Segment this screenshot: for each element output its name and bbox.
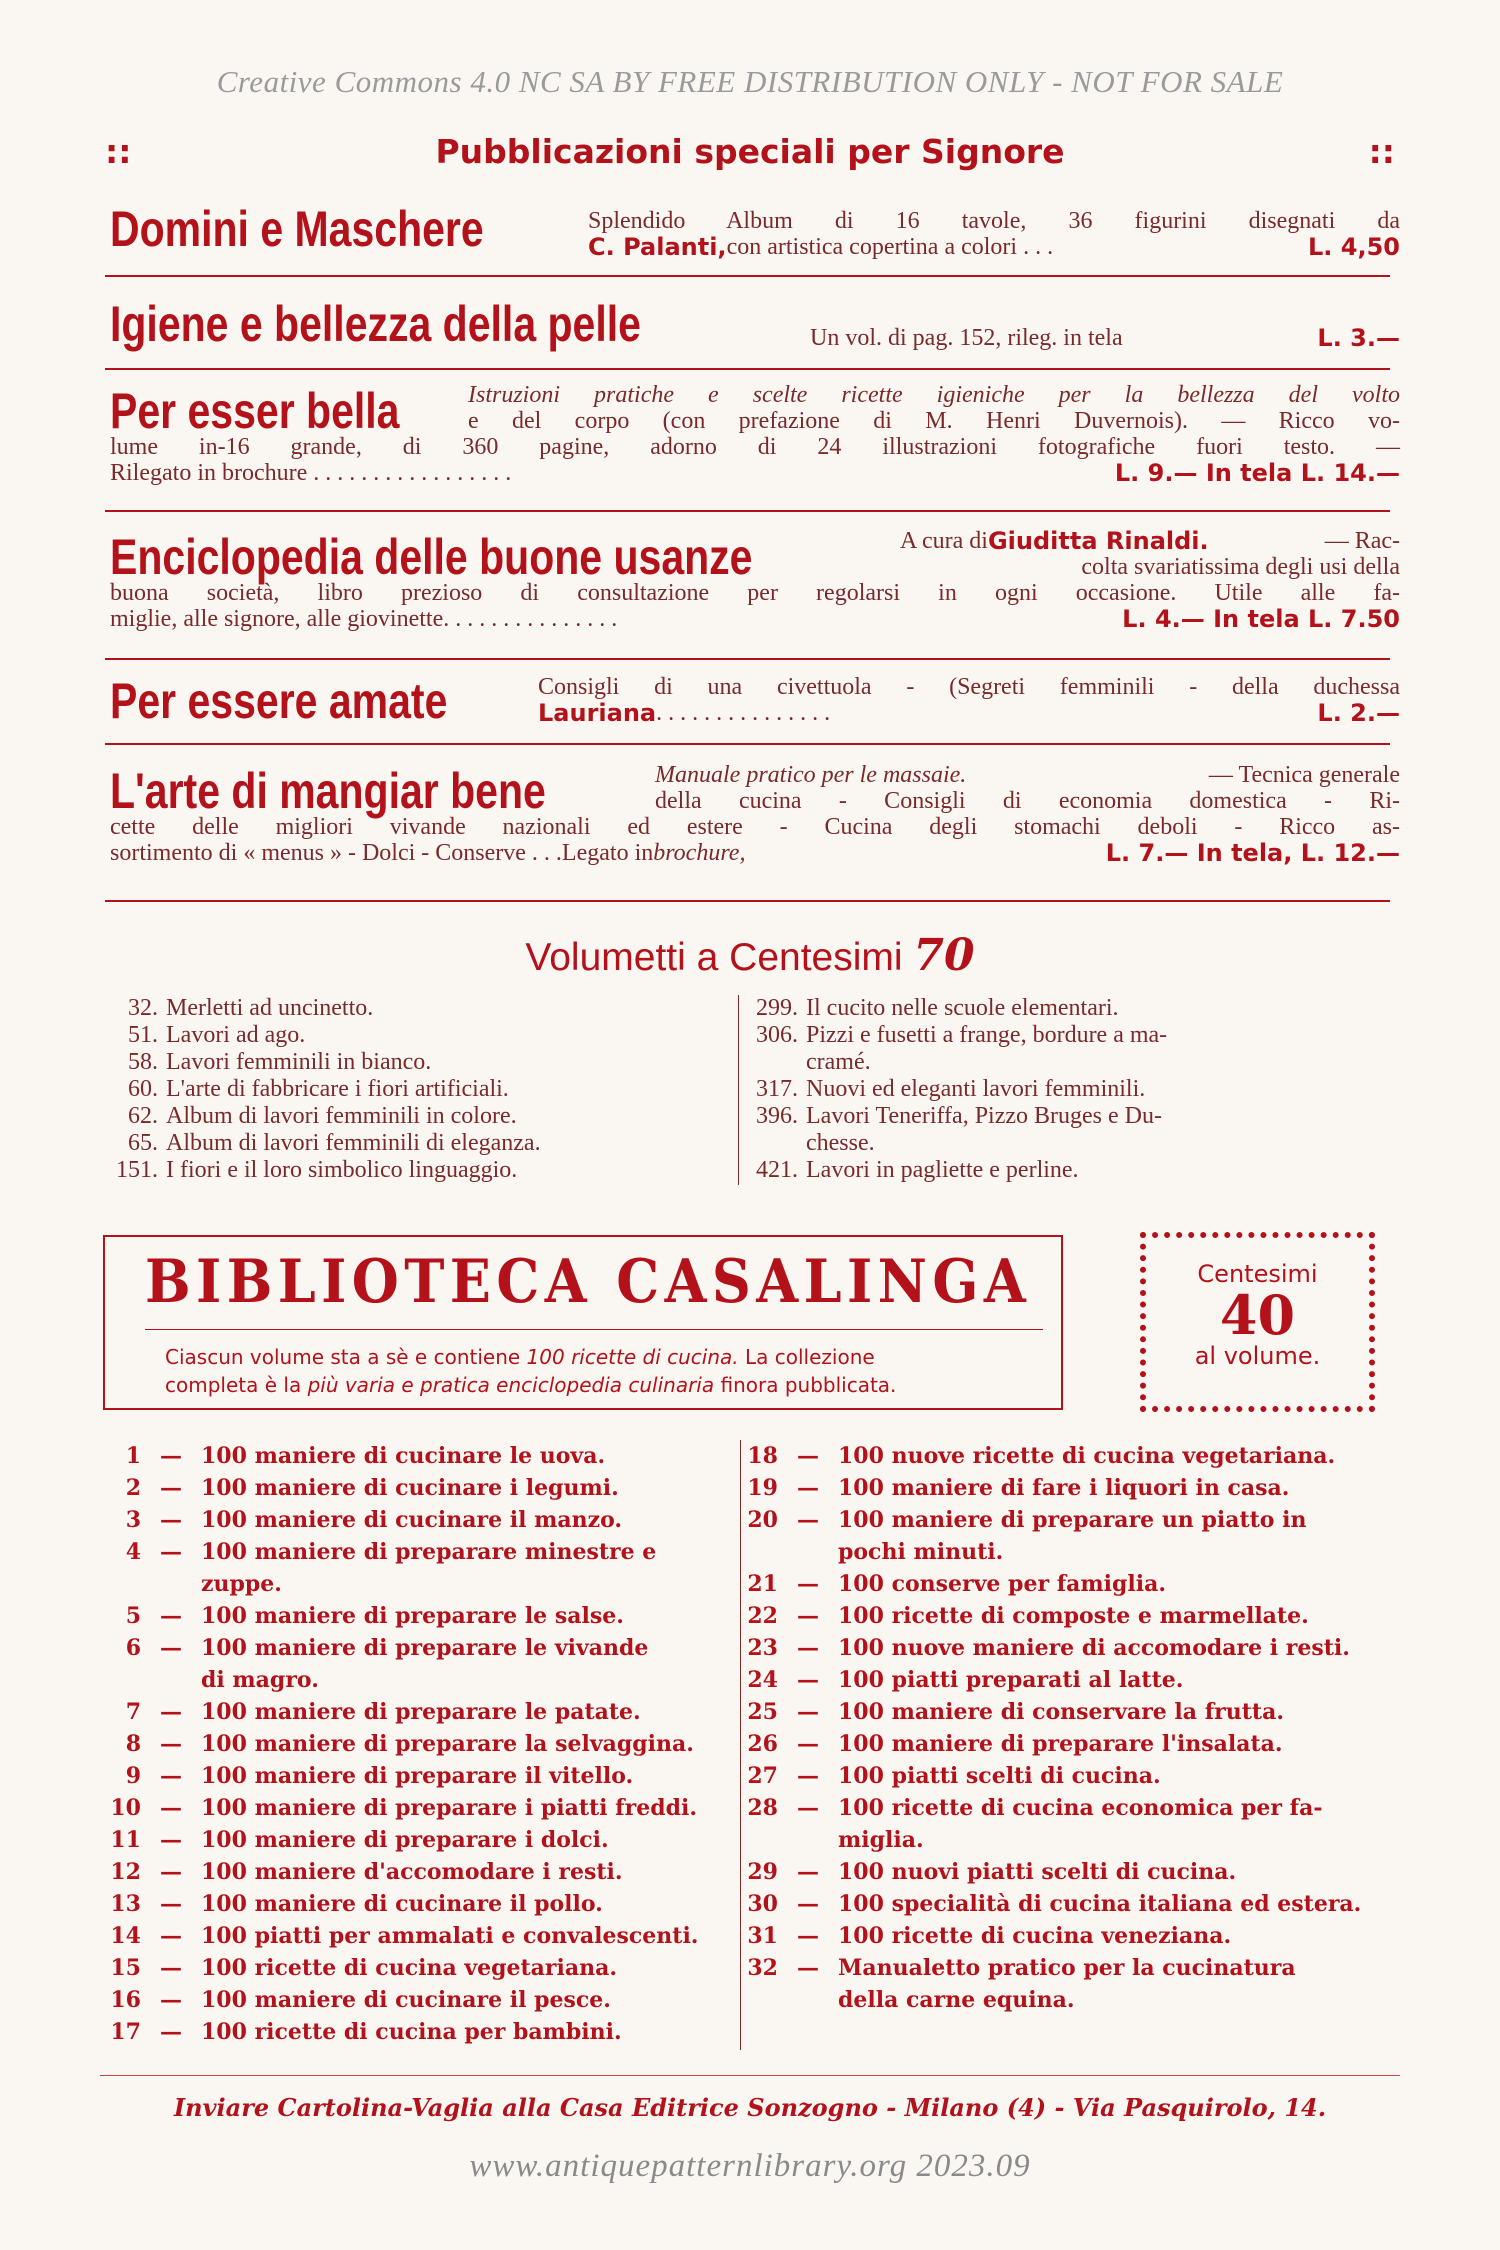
price-unit: al volume. [1194, 1342, 1321, 1370]
list-item [105, 1856, 730, 1888]
item-dash: — [797, 1571, 819, 1597]
item-number: 21 [747, 1571, 778, 1597]
item-text: Il cucito nelle scuole elementari. [806, 995, 1119, 1021]
list-item [110, 1076, 730, 1103]
volumetti-title [0, 930, 1500, 981]
divider [145, 1329, 1043, 1330]
price: L. 2.— [1317, 699, 1400, 727]
item-number: 13 [110, 1891, 141, 1917]
item-number: 17 [110, 2019, 141, 2045]
publication-igiene [110, 295, 1400, 353]
list-item [742, 1440, 1382, 1472]
list-item [750, 1103, 1380, 1130]
item-dash: — [797, 1507, 819, 1533]
item-text: 100 specialità di cucina italiana ed estera. [838, 1891, 1362, 1917]
item-number: 3 [125, 1507, 141, 1533]
publication-description-cont [110, 434, 1400, 486]
item-number: 317. [756, 1076, 798, 1102]
section-title [105, 132, 1395, 171]
list-item [750, 1049, 1380, 1076]
list-item [105, 1728, 730, 1760]
title-ornament-left: :: [105, 132, 132, 171]
item-text: 100 ricette di composte e marmellate. [838, 1603, 1309, 1629]
item-number [750, 1130, 806, 1157]
divider [105, 510, 1390, 512]
item-text: Nuovi ed eleganti lavori femminili. [806, 1076, 1146, 1102]
desc-line: brochure, [653, 840, 746, 866]
price-box [1140, 1232, 1375, 1412]
list-item [105, 2016, 730, 2048]
item-dash: — [160, 1827, 182, 1853]
item-dash: — [797, 1955, 819, 1981]
item-number: 58. [128, 1049, 158, 1075]
list-item [742, 1600, 1382, 1632]
desc-line: — Tecnica generale [1208, 762, 1400, 788]
item-dash: — [160, 2019, 182, 2045]
publication-title: Domini e Maschere [110, 201, 484, 257]
item-number: 60. [128, 1076, 158, 1102]
item-text: Album di lavori femminili di eleganza. [166, 1130, 541, 1156]
author: C. Palanti, [588, 233, 727, 261]
item-text: chesse. [806, 1130, 875, 1156]
item-dash: — [160, 1507, 182, 1533]
recipes-left-list [105, 1440, 730, 2048]
list-item [105, 1472, 730, 1504]
item-dash: — [160, 1859, 182, 1885]
list-item [750, 995, 1380, 1022]
item-dash: — [160, 1539, 182, 1565]
item-dash: — [797, 1795, 819, 1821]
item-number: 31 [747, 1923, 778, 1949]
item-text: zuppe. [201, 1571, 282, 1597]
item-text: Manualetto pratico per la cucinatura [838, 1955, 1296, 1981]
list-item [105, 1696, 730, 1728]
publication-description [810, 325, 1400, 351]
item-dash: — [797, 1763, 819, 1789]
list-item [105, 1984, 730, 2016]
desc-line: . . . . . . . . . . . . . . . [656, 700, 831, 726]
item-dash [141, 1568, 201, 1600]
item-number [742, 1824, 778, 1856]
desc-line: e del corpo (con prefazione di M. Henri Duvernois). — Ricco vo- [468, 408, 1400, 434]
list-item [742, 1568, 1382, 1600]
author: Giuditta Rinaldi. [987, 527, 1209, 555]
list-item [742, 1856, 1382, 1888]
list-item [105, 1632, 730, 1664]
item-number: 396. [756, 1103, 798, 1129]
item-text: 100 maniere di preparare le vivande [201, 1635, 649, 1661]
desc-line: miglie, alle signore, alle giovinette. . . . . . . . . . . . . . . [110, 606, 618, 632]
desc-line: Un vol. di pag. 152, rileg. in tela [810, 325, 1123, 351]
list-item [750, 1157, 1380, 1184]
item-dash: — [160, 1443, 182, 1469]
list-item [742, 1728, 1382, 1760]
item-text: Lavori femminili in bianco. [166, 1049, 432, 1075]
item-number: 299. [756, 995, 798, 1021]
item-number: 4 [125, 1539, 141, 1565]
list-item [110, 1049, 730, 1076]
list-item [742, 1760, 1382, 1792]
publication-title: Enciclopedia delle buone usanze [110, 529, 753, 585]
author: Lauriana [538, 699, 657, 727]
item-dash: — [160, 1891, 182, 1917]
item-number: 14 [110, 1923, 141, 1949]
list-item [105, 1536, 730, 1568]
divider [105, 658, 1390, 660]
divider [105, 368, 1390, 370]
desc-line: lume in-16 grande, di 360 pagine, adorno di 24 illustrazioni fotografiche fuori testo. — [110, 434, 1400, 460]
item-text: 100 maniere di preparare le patate. [201, 1699, 641, 1725]
list-item [750, 1022, 1380, 1049]
publication-description-cont [110, 814, 1400, 866]
item-number: 151. [116, 1157, 158, 1183]
item-text: 100 maniere di preparare i dolci. [201, 1827, 609, 1853]
item-dash: — [160, 1763, 182, 1789]
item-number: 29 [747, 1859, 778, 1885]
desc-line: buona società, libro prezioso di consultazione per regolarsi in ogni occasione. Utile alle fa- [110, 580, 1400, 606]
publication-description [538, 674, 1400, 726]
list-item [105, 1888, 730, 1920]
item-dash: — [797, 1667, 819, 1693]
item-number: 306. [756, 1022, 798, 1048]
item-number: 12 [110, 1859, 141, 1885]
item-text: Merletti ad uncinetto. [166, 995, 374, 1021]
item-text: di magro. [201, 1667, 319, 1693]
list-item [105, 1664, 730, 1696]
item-number: 62. [128, 1103, 158, 1129]
publication-description [655, 762, 1400, 814]
publication-title: Per essere amate [110, 673, 448, 729]
item-number: 9 [125, 1763, 141, 1789]
item-text: 100 maniere d'accomodare i resti. [201, 1859, 623, 1885]
item-dash [141, 1664, 201, 1696]
divider [105, 900, 1390, 902]
divider [105, 275, 1390, 277]
item-number: 18 [747, 1443, 778, 1469]
list-item [105, 1952, 730, 1984]
volumetti-title-text: Volumetti a Centesimi [525, 936, 903, 979]
list-item [105, 1440, 730, 1472]
list-item [110, 1130, 730, 1157]
recipes-right-list [742, 1440, 1382, 2016]
desc-line: Consigli di una civettuola - (Segreti femminili - della duchessa [538, 674, 1400, 700]
item-text: 100 ricette di cucina per bambini. [201, 2019, 622, 2045]
biblioteca-header-box [103, 1235, 1063, 1410]
subtitle-text: Ciascun volume sta a sè e contiene [165, 1345, 527, 1369]
item-number: 23 [747, 1635, 778, 1661]
list-item [742, 1984, 1382, 2016]
item-dash: — [797, 1603, 819, 1629]
divider [100, 2075, 1400, 2076]
price: L. 4,50 [1308, 233, 1400, 261]
publication-enciclopedia [110, 527, 1400, 633]
item-text: 100 nuove ricette di cucina vegetariana. [838, 1443, 1336, 1469]
item-dash: — [797, 1699, 819, 1725]
item-number: 32. [128, 995, 158, 1021]
item-number [105, 1664, 141, 1696]
item-number: 421. [756, 1157, 798, 1183]
price: L. 7.— In tela, L. 12.— [1105, 839, 1400, 867]
list-item [110, 1157, 730, 1184]
list-item [750, 1076, 1380, 1103]
item-number: 24 [747, 1667, 778, 1693]
publication-title: Igiene e bellezza della pelle [110, 296, 641, 352]
item-number [742, 1984, 778, 2016]
item-text: Pizzi e fusetti a frange, bordure a ma- [806, 1022, 1168, 1048]
column-divider [738, 995, 739, 1185]
item-text: 100 maniere di preparare il vitello. [201, 1763, 634, 1789]
price-label: Centesimi [1197, 1260, 1318, 1288]
list-item [110, 1103, 730, 1130]
item-text: 100 nuove maniere di accomodare i resti. [838, 1635, 1350, 1661]
item-text: della carne equina. [838, 1987, 1075, 2013]
price: L. 9.— In tela L. 14.— [1114, 459, 1400, 487]
item-number: 6 [125, 1635, 141, 1661]
item-text: 100 maniere di preparare le salse. [201, 1603, 624, 1629]
item-number: 19 [747, 1475, 778, 1501]
source-url: www.antiquepatternlibrary.org 2023.09 [469, 2148, 1031, 2184]
list-item [105, 1568, 730, 1600]
item-text: 100 maniere di cucinare le uova. [201, 1443, 606, 1469]
item-number: 65. [128, 1130, 158, 1156]
item-text: 100 maniere di preparare l'insalata. [838, 1731, 1283, 1757]
item-number [750, 1049, 806, 1076]
publication-title: L'arte di mangiar bene [110, 763, 546, 819]
list-item [742, 1696, 1382, 1728]
publication-description [468, 382, 1400, 434]
desc-line: con artistica copertina a colori . . . [726, 234, 1054, 260]
biblioteca-title: BIBLIOTECA CASALINGA [145, 1247, 1032, 1317]
divider [105, 743, 1390, 745]
desc-line: Istruzioni pratiche e scelte ricette igieniche per la bellezza del volto [468, 382, 1400, 408]
item-text: L'arte di fabbricare i fiori artificiali. [166, 1076, 509, 1102]
item-number: 30 [747, 1891, 778, 1917]
desc-line: della cucina - Consigli di economia domestica - Ri- [655, 788, 1400, 814]
item-text: 100 maniere di cucinare il pollo. [201, 1891, 603, 1917]
list-item [105, 1824, 730, 1856]
publication-description-cont [110, 580, 1400, 632]
item-dash [778, 1536, 838, 1568]
item-dash [778, 1824, 838, 1856]
item-text: 100 maniere di cucinare i legumi. [201, 1475, 619, 1501]
publication-description [588, 208, 1400, 260]
order-instructions: Inviare Cartolina-Vaglia alla Casa Editrice Sonzogno - Milano (4) - Via Pasquirolo, 14. [173, 2093, 1327, 2122]
publication-per-essere-amate [110, 672, 1400, 730]
price-value: 40 [1219, 1283, 1296, 1347]
item-number: 7 [125, 1699, 141, 1725]
list-item [742, 1664, 1382, 1696]
item-text: 100 piatti per ammalati e convalescenti. [201, 1923, 699, 1949]
item-number: 5 [125, 1603, 141, 1629]
item-dash: — [797, 1731, 819, 1757]
list-item [110, 995, 730, 1022]
list-item [105, 1792, 730, 1824]
item-text: 100 maniere di fare i liquori in casa. [838, 1475, 1290, 1501]
item-dash: — [160, 1731, 182, 1757]
item-text: Lavori Teneriffa, Pizzo Bruges e Du- [806, 1103, 1162, 1129]
list-item [742, 1888, 1382, 1920]
item-number: 15 [110, 1955, 141, 1981]
price: L. 3.— [1317, 324, 1400, 352]
item-dash: — [160, 1603, 182, 1629]
list-item [105, 1920, 730, 1952]
volumetti-price: 70 [913, 930, 975, 981]
title-ornament-right: :: [1368, 132, 1395, 171]
item-number: 22 [747, 1603, 778, 1629]
subtitle-text: La collezione [738, 1345, 875, 1369]
item-dash: — [797, 1635, 819, 1661]
item-dash: — [160, 1475, 182, 1501]
publication-title: Per esser bella [110, 383, 400, 439]
list-item [742, 1472, 1382, 1504]
item-number: 11 [110, 1827, 141, 1853]
item-number: 25 [747, 1699, 778, 1725]
item-text: 100 maniere di preparare i piatti freddi. [201, 1795, 697, 1821]
item-dash: — [160, 1635, 182, 1661]
item-text: 100 maniere di cucinare il manzo. [201, 1507, 623, 1533]
desc-line: sortimento di « menus » - Dolci - Conserve . . .Legato in [110, 840, 654, 866]
item-text: I fiori e il loro simbolico linguaggio. [166, 1157, 518, 1183]
list-item [105, 1600, 730, 1632]
volumetti-left-list [110, 995, 730, 1184]
subtitle-text: finora pubblicata. [714, 1373, 897, 1397]
item-text: 100 piatti scelti di cucina. [838, 1763, 1161, 1789]
item-text: 100 ricette di cucina economica per fa- [838, 1795, 1323, 1821]
list-item [742, 1792, 1382, 1824]
item-text: 100 ricette di cucina veneziana. [838, 1923, 1232, 1949]
list-item [742, 1536, 1382, 1568]
item-dash: — [797, 1859, 819, 1885]
price: L. 4.— In tela L. 7.50 [1122, 605, 1400, 633]
desc-line: Splendido Album di 16 tavole, 36 figurini disegnati da [588, 208, 1400, 234]
item-text: 100 piatti preparati al latte. [838, 1667, 1184, 1693]
list-item [110, 1022, 730, 1049]
item-text: pochi minuti. [838, 1539, 1004, 1565]
list-item [742, 1920, 1382, 1952]
item-number: 28 [747, 1795, 778, 1821]
desc-line: — Rac- [1324, 528, 1400, 554]
item-dash: — [797, 1443, 819, 1469]
item-text: 100 maniere di conservare la frutta. [838, 1699, 1284, 1725]
item-text: 100 nuovi piatti scelti di cucina. [838, 1859, 1237, 1885]
item-number [105, 1568, 141, 1600]
item-dash: — [797, 1475, 819, 1501]
item-number: 51. [128, 1022, 158, 1048]
item-number: 16 [110, 1987, 141, 2013]
item-number: 10 [110, 1795, 141, 1821]
item-text: 100 conserve per famiglia. [838, 1571, 1167, 1597]
biblioteca-subtitle [165, 1343, 1025, 1399]
item-dash: — [160, 1699, 182, 1725]
desc-line: Manuale pratico per le massaie. [655, 762, 967, 788]
column-divider [740, 1440, 741, 2050]
item-text: miglia. [838, 1827, 924, 1853]
desc-line: cette delle migliori vivande nazionali ed estere - Cucina degli stomachi deboli - Ricco as- [110, 814, 1400, 840]
list-item [742, 1824, 1382, 1856]
item-text: Album di lavori femminili in colore. [166, 1103, 517, 1129]
item-text: 100 maniere di preparare un piatto in [838, 1507, 1307, 1533]
item-dash: — [160, 1923, 182, 1949]
desc-line: Rilegato in brochure . . . . . . . . . . . . . . . . . [110, 460, 512, 486]
subtitle-text: più varia e pratica enciclopedia culinaria [307, 1373, 715, 1397]
subtitle-text: completa è la [165, 1373, 308, 1397]
publication-description [900, 528, 1400, 580]
item-number: 26 [747, 1731, 778, 1757]
desc-line: A cura di [900, 528, 988, 554]
list-item [750, 1130, 1380, 1157]
item-number: 32 [747, 1955, 778, 1981]
list-item [742, 1952, 1382, 1984]
publication-domini [110, 200, 1400, 261]
item-number: 1 [125, 1443, 141, 1469]
list-item [742, 1504, 1382, 1536]
list-item [105, 1760, 730, 1792]
publication-per-esser-bella [110, 382, 1400, 487]
item-text: 100 ricette di cucina vegetariana. [201, 1955, 618, 1981]
item-number [742, 1536, 778, 1568]
item-number: 8 [125, 1731, 141, 1757]
item-text: 100 maniere di cucinare il pesce. [201, 1987, 611, 2013]
item-dash: — [797, 1891, 819, 1917]
license-notice: Creative Commons 4.0 NC SA BY FREE DISTRIBUTION ONLY - NOT FOR SALE [216, 64, 1284, 99]
publication-arte-mangiar-bene [110, 762, 1400, 867]
item-text: 100 maniere di preparare minestre e [201, 1539, 657, 1565]
item-dash: — [160, 1955, 182, 1981]
item-text: Lavori in pagliette e perline. [806, 1157, 1079, 1183]
item-number: 27 [747, 1763, 778, 1789]
section-title-text: Pubblicazioni speciali per Signore [435, 132, 1065, 171]
item-dash [778, 1984, 838, 2016]
volumetti-right-list [750, 995, 1380, 1184]
list-item [105, 1504, 730, 1536]
item-dash: — [160, 1987, 182, 2013]
list-item [742, 1632, 1382, 1664]
item-dash: — [797, 1923, 819, 1949]
item-number: 20 [747, 1507, 778, 1533]
item-text: cramé. [806, 1049, 871, 1075]
subtitle-text: 100 ricette di cucina. [526, 1345, 739, 1369]
item-dash: — [160, 1795, 182, 1821]
item-text: Lavori ad ago. [166, 1022, 306, 1048]
item-text: 100 maniere di preparare la selvaggina. [201, 1731, 694, 1757]
desc-line: colta svariatissima degli usi della [1081, 554, 1400, 580]
item-number: 2 [125, 1475, 141, 1501]
